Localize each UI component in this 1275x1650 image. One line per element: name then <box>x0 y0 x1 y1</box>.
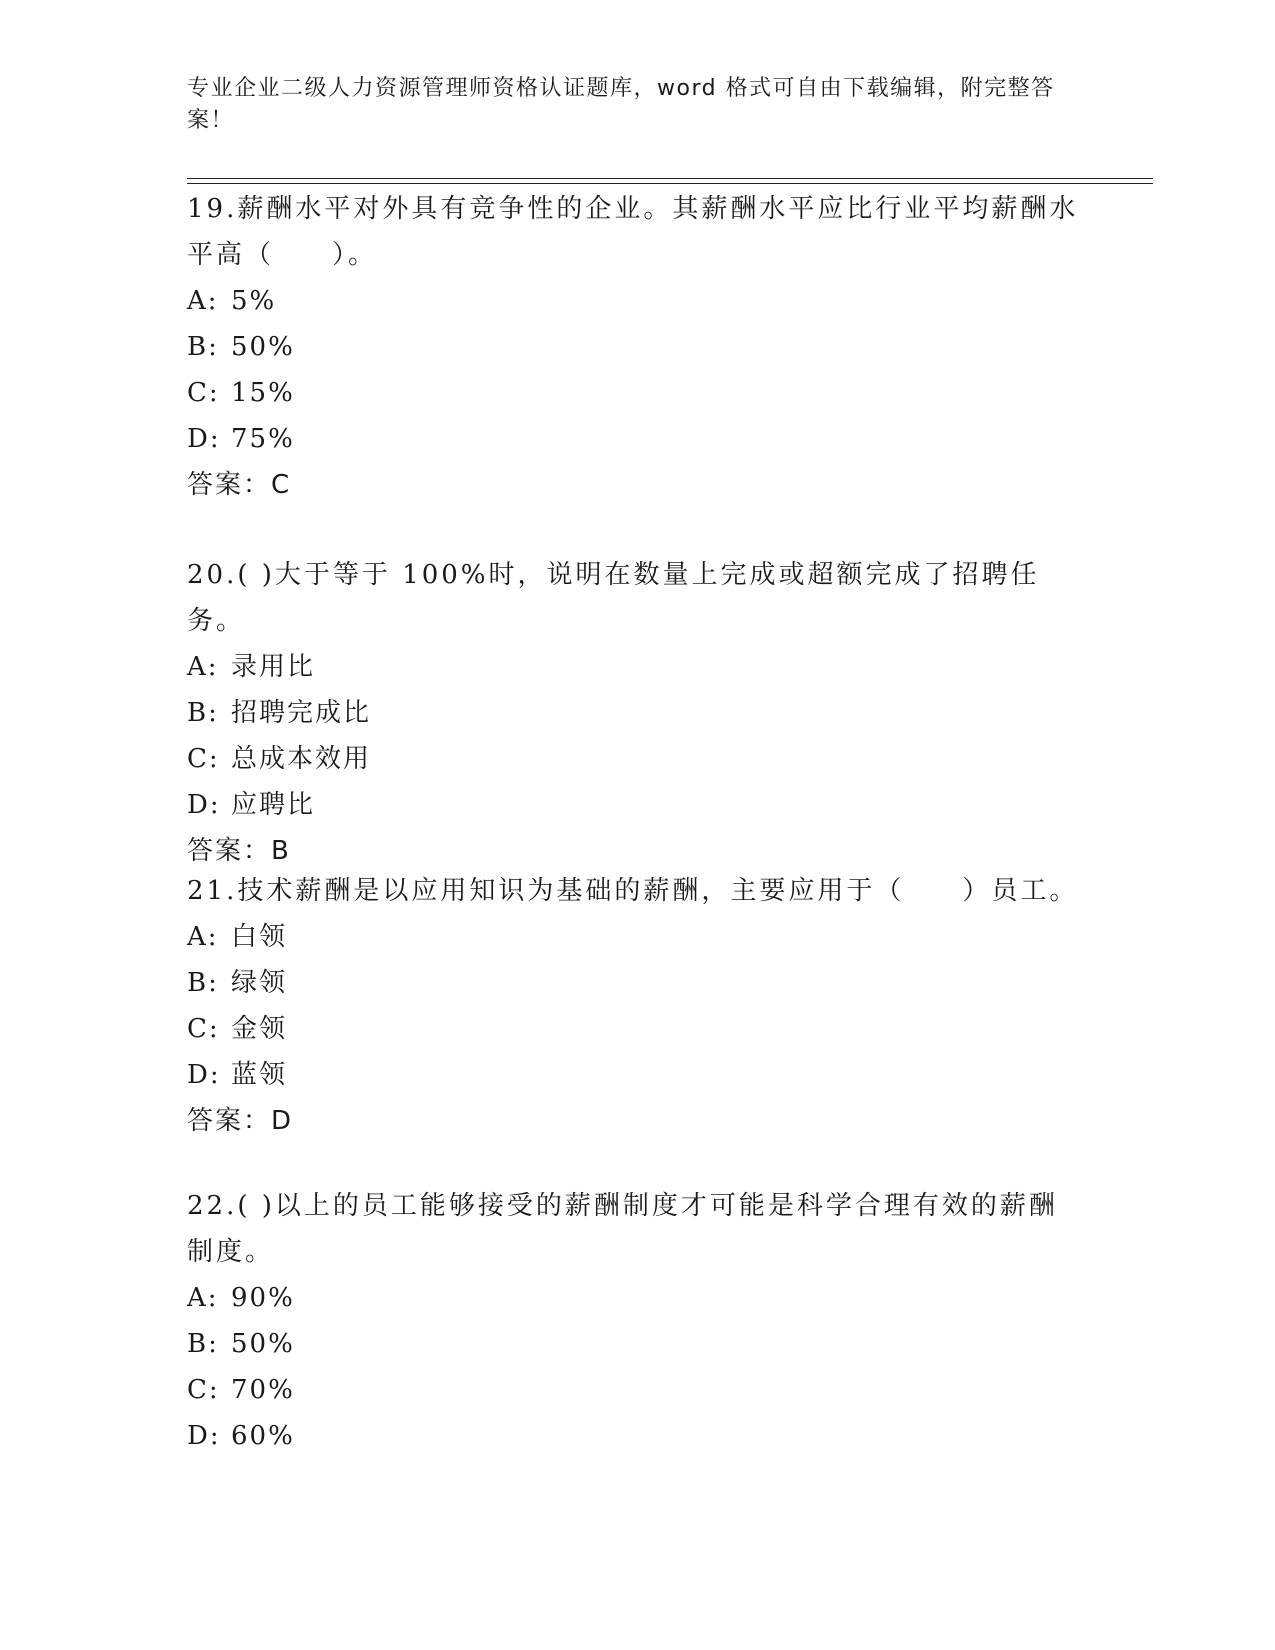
option-text: 应聘比 <box>231 790 316 820</box>
option-a <box>187 644 1087 690</box>
option-b <box>187 960 1087 1006</box>
option-text: 蓝领 <box>231 1060 288 1090</box>
option-c <box>187 370 1087 416</box>
option-text: 白领 <box>231 922 288 952</box>
option-text: 50% <box>231 1329 295 1359</box>
question-22 <box>187 1183 1087 1459</box>
option-label: C: <box>187 1014 220 1044</box>
option-label: A: <box>187 286 219 316</box>
option-text: 15% <box>231 378 295 408</box>
option-label: C: <box>187 744 220 774</box>
question-stem-line: 平高（ ）。 <box>187 240 378 270</box>
question-20 <box>187 552 1087 874</box>
option-d <box>187 782 1087 828</box>
option-text: 总成本效用 <box>231 744 372 774</box>
question-stem-line: 19.薪酬水平对外具有竞争性的企业。其薪酬水平应比行业平均薪酬水 <box>187 194 1079 224</box>
option-text: 绿领 <box>231 968 288 998</box>
option-label: D: <box>187 424 221 454</box>
option-a <box>187 1275 1087 1321</box>
option-label: D: <box>187 790 221 820</box>
question-19 <box>187 186 1087 508</box>
option-c <box>187 736 1087 782</box>
option-b <box>187 690 1087 736</box>
option-label: C: <box>187 1375 220 1405</box>
answer: 答案：C <box>187 470 292 500</box>
option-b <box>187 324 1087 370</box>
header-divider-top <box>187 178 1153 179</box>
option-b <box>187 1321 1087 1367</box>
option-text: 50% <box>231 332 295 362</box>
option-d <box>187 1052 1087 1098</box>
option-label: B: <box>187 332 219 362</box>
option-a <box>187 914 1087 960</box>
header-divider-bottom <box>187 183 1153 184</box>
option-a <box>187 278 1087 324</box>
question-stem-line: 20.( )大于等于 100%时，说明在数量上完成或超额完成了招聘任务。 <box>187 560 1040 636</box>
answer: 答案：B <box>187 836 291 866</box>
option-label: B: <box>187 1329 219 1359</box>
question-21 <box>187 868 1087 1144</box>
option-label: A: <box>187 1283 219 1313</box>
option-label: A: <box>187 652 219 682</box>
option-c <box>187 1006 1087 1052</box>
option-c <box>187 1367 1087 1413</box>
option-text: 75% <box>231 424 295 454</box>
document-header: 专业企业二级人力资源管理师资格认证题库，word 格式可自由下载编辑，附完整答案！ <box>187 76 1055 133</box>
option-label: D: <box>187 1060 221 1090</box>
option-label: C: <box>187 378 220 408</box>
question-stem-line: 22.( )以上的员工能够接受的薪酬制度才可能是科学合理有效的薪酬 <box>187 1191 1058 1221</box>
option-text: 金领 <box>231 1014 288 1044</box>
option-label: A: <box>187 922 219 952</box>
answer: 答案：D <box>187 1106 294 1136</box>
option-label: B: <box>187 968 219 998</box>
option-d <box>187 416 1087 462</box>
option-text: 招聘完成比 <box>231 698 372 728</box>
option-text: 90% <box>231 1283 295 1313</box>
option-label: B: <box>187 698 219 728</box>
question-stem-line: 制度。 <box>187 1237 275 1267</box>
option-text: 录用比 <box>231 652 316 682</box>
question-stem-line: 21.技术薪酬是以应用知识为基础的薪酬，主要应用于（ ）员工。 <box>187 876 1079 906</box>
option-text: 5% <box>231 286 277 316</box>
option-d <box>187 1413 1087 1459</box>
option-text: 70% <box>231 1375 295 1405</box>
option-label: D: <box>187 1421 221 1451</box>
option-text: 60% <box>231 1421 295 1451</box>
